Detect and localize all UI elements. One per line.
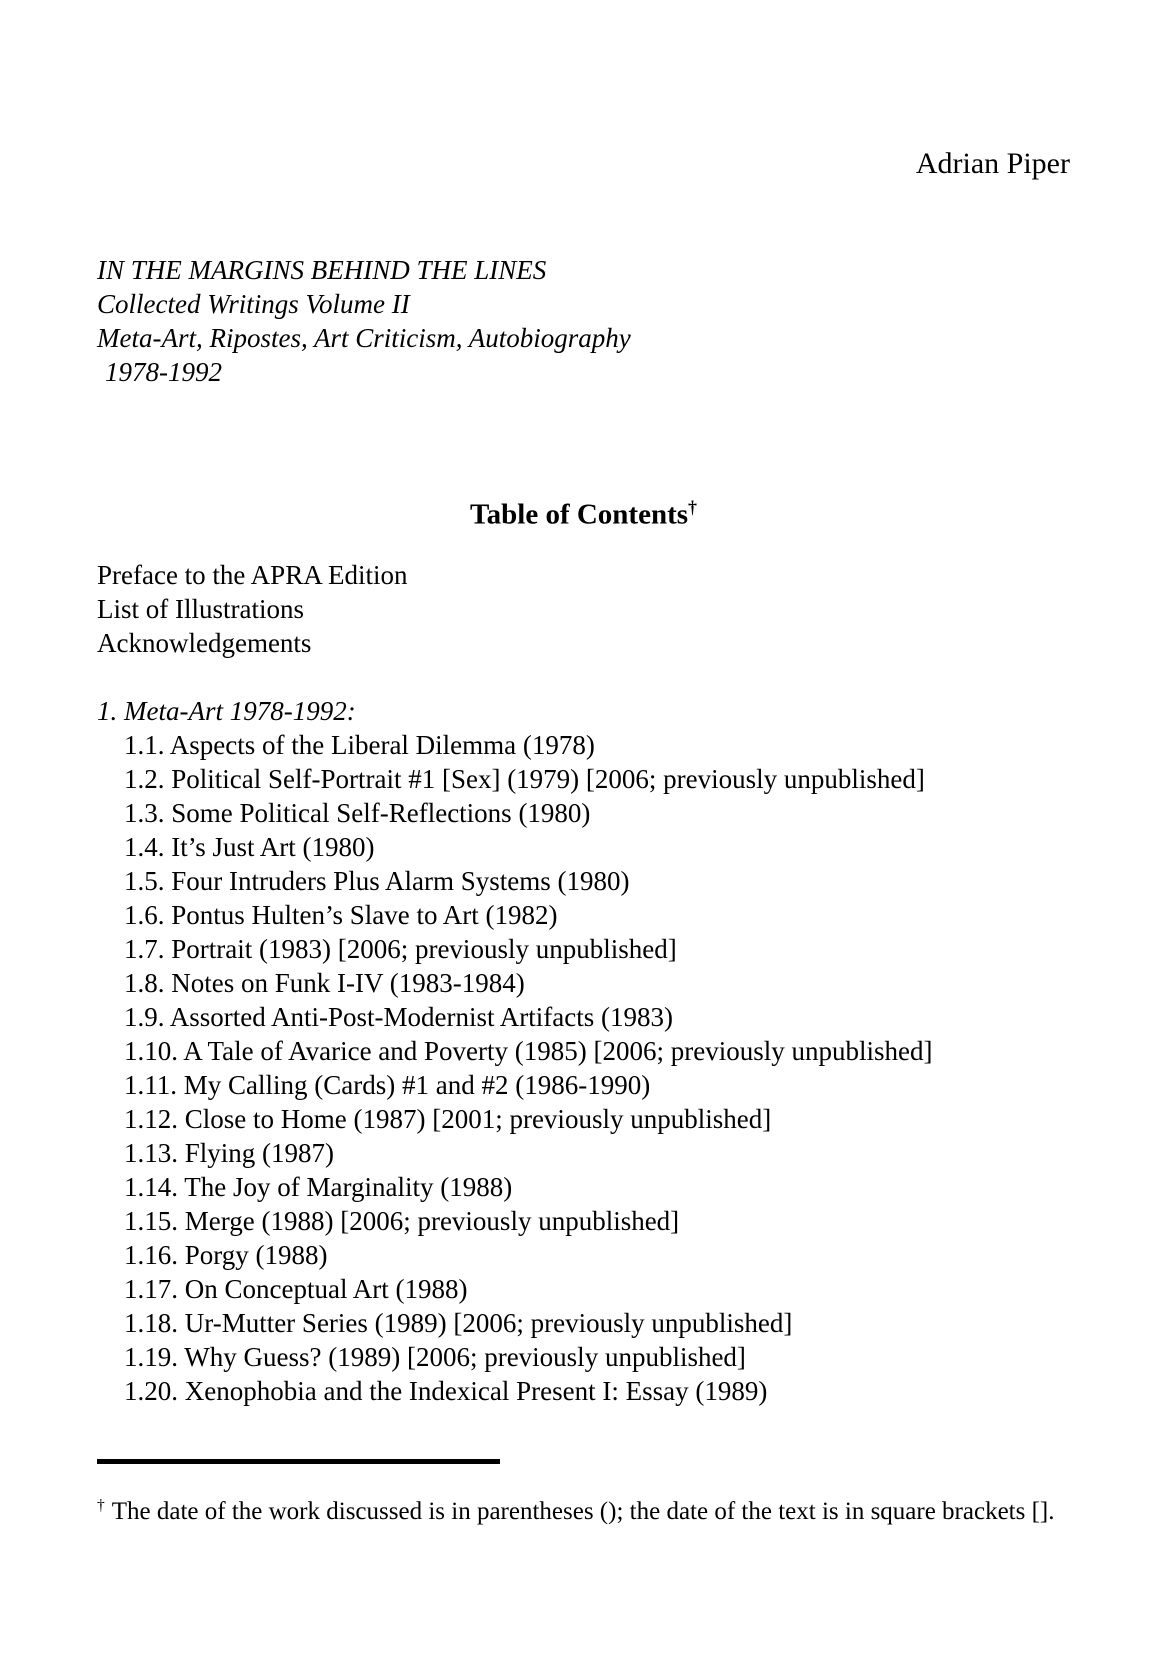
book-title-line-1: IN THE MARGINS BEHIND THE LINES: [97, 255, 547, 285]
toc-item: 1.19. Why Guess? (1989) [2006; previously unpublished]: [124, 1342, 746, 1372]
toc-section-1: [97, 694, 1102, 1408]
toc-item: 1.13. Flying (1987): [124, 1138, 335, 1168]
footnote-separator-rule: [97, 1459, 500, 1464]
footnote-mark: †: [97, 1497, 105, 1514]
front-matter-item: List of Illustrations: [97, 594, 304, 624]
toc-item: 1.12. Close to Home (1987) [2001; previously unpublished]: [124, 1104, 772, 1134]
toc-heading-footnote-mark: †: [688, 497, 698, 517]
toc-item: 1.15. Merge (1988) [2006; previously unpublished]: [124, 1206, 680, 1236]
front-matter-list: [97, 558, 407, 660]
toc-item: 1.4. It’s Just Art (1980): [124, 832, 375, 862]
toc-item: 1.7. Portrait (1983) [2006; previously unpublished]: [124, 934, 677, 964]
toc-item: 1.14. The Joy of Marginality (1988): [124, 1172, 513, 1202]
toc-item: 1.8. Notes on Funk I-IV (1983-1984): [124, 968, 525, 998]
book-title-block: [97, 253, 631, 389]
toc-item: 1.11. My Calling (Cards) #1 and #2 (1986-1990): [124, 1070, 651, 1100]
toc-item: 1.17. On Conceptual Art (1988): [124, 1274, 468, 1304]
toc-item: 1.20. Xenophobia and the Indexical Present I: Essay (1989): [124, 1376, 768, 1406]
toc-item: 1.16. Porgy (1988): [124, 1240, 328, 1270]
toc-item: 1.3. Some Political Self-Reflections (1980): [124, 798, 591, 828]
toc-item: 1.1. Aspects of the Liberal Dilemma (1978): [124, 730, 595, 760]
toc-item: 1.9. Assorted Anti-Post-Modernist Artifacts (1983): [124, 1002, 673, 1032]
author-name: Adrian Piper: [915, 147, 1070, 180]
front-matter-item: Preface to the APRA Edition: [97, 560, 408, 590]
book-title-line-4: 1978-1992: [105, 357, 222, 387]
footnote: [97, 1488, 1057, 1530]
section-heading: 1. Meta-Art 1978-1992:: [97, 696, 356, 726]
toc-heading-text: Table of Contents: [469, 498, 689, 531]
toc-item: 1.2. Political Self-Portrait #1 [Sex] (1979) [2006; previously unpublished]: [124, 764, 925, 794]
toc-item: 1.6. Pontus Hulten’s Slave to Art (1982): [124, 900, 558, 930]
toc-item: 1.10. A Tale of Avarice and Poverty (1985) [2006; previously unpublished]: [124, 1036, 933, 1066]
book-title-line-2: Collected Writings Volume II: [97, 289, 410, 319]
toc-item: 1.5. Four Intruders Plus Alarm Systems (1980): [124, 866, 630, 896]
front-matter-item: Acknowledgements: [97, 628, 312, 658]
footnote-text: The date of the work discussed is in parentheses (); the date of the text is in square brackets [].: [111, 1498, 1055, 1526]
book-title-line-3: Meta-Art, Ripostes, Art Criticism, Autobiography: [97, 323, 631, 353]
toc-heading: [0, 490, 1167, 532]
toc-item: 1.18. Ur-Mutter Series (1989) [2006; previously unpublished]: [124, 1308, 793, 1338]
